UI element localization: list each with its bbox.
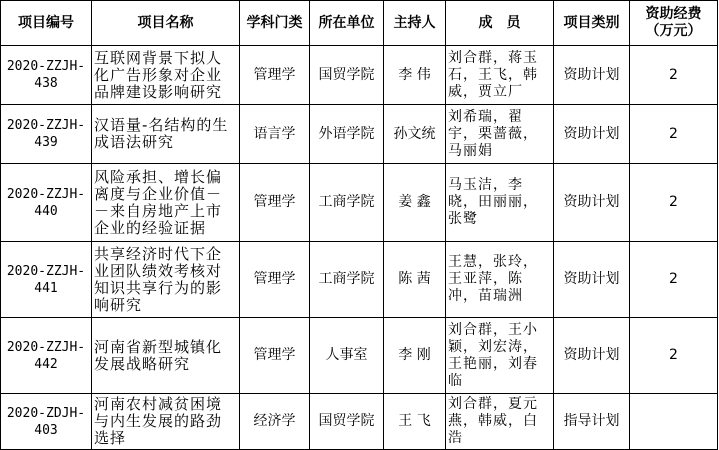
header-leader: 主持人	[384, 1, 446, 46]
project-code: 2020-ZZJH-441	[1, 242, 92, 318]
project-name: 互联网背景下拟人化广告形象对企业品牌建设影响研究	[92, 46, 240, 105]
table-row	[1, 242, 718, 318]
project-category: 语言学	[240, 105, 310, 164]
project-leader: 李 伟	[384, 46, 446, 105]
table-row	[1, 105, 718, 164]
project-members: 刘合群，王小颖，刘宏涛，王艳丽，刘春临	[446, 318, 554, 394]
project-members: 王慧，张玲，王亚萍，陈冲，苗瑞洲	[446, 242, 554, 318]
header-category: 学科门类	[240, 1, 310, 46]
project-members: 刘合群，夏元燕，韩威，白浩	[446, 394, 554, 450]
project-type: 资助计划	[554, 46, 630, 105]
header-code: 项目编号	[1, 1, 92, 46]
project-unit: 工商学院	[310, 164, 384, 242]
project-leader: 姜 鑫	[384, 164, 446, 242]
project-funding	[630, 394, 718, 450]
project-name: 汉语量-名结构的生成语法研究	[92, 105, 240, 164]
table-row	[1, 318, 718, 394]
project-code: 2020-ZZJH-438	[1, 46, 92, 105]
project-type: 资助计划	[554, 318, 630, 394]
project-unit: 工商学院	[310, 242, 384, 318]
project-leader: 王 飞	[384, 394, 446, 450]
project-members: 马玉洁，李晓，田丽丽，张鹭	[446, 164, 554, 242]
table-row	[1, 164, 718, 242]
header-unit: 所在单位	[310, 1, 384, 46]
project-funding: 2	[630, 318, 718, 394]
project-category: 经济学	[240, 394, 310, 450]
project-members: 刘希瑞，翟宇，栗蔷薇，马丽娟	[446, 105, 554, 164]
project-unit: 外语学院	[310, 105, 384, 164]
project-funding: 2	[630, 105, 718, 164]
project-members: 刘合群，蒋玉石，王飞，韩威，贾立厂	[446, 46, 554, 105]
project-name: 风险承担、增长偏离度与企业价值－－来自房地产上市企业的经验证据	[92, 164, 240, 242]
header-type: 项目类别	[554, 1, 630, 46]
project-unit: 国贸学院	[310, 394, 384, 450]
project-code: 2020-ZZJH-440	[1, 164, 92, 242]
project-category: 管理学	[240, 46, 310, 105]
project-leader: 陈 茜	[384, 242, 446, 318]
project-type: 指导计划	[554, 394, 630, 450]
project-code: 2020-ZZJH-442	[1, 318, 92, 394]
table-row	[1, 46, 718, 105]
project-funding: 2	[630, 164, 718, 242]
project-type: 资助计划	[554, 164, 630, 242]
table-row	[1, 394, 718, 450]
project-category: 管理学	[240, 318, 310, 394]
project-category: 管理学	[240, 164, 310, 242]
project-unit: 国贸学院	[310, 46, 384, 105]
project-funding: 2	[630, 46, 718, 105]
project-leader: 孙文统	[384, 105, 446, 164]
project-name: 河南农村减贫困境与内生发展的路劲选择	[92, 394, 240, 450]
header-funding: 资助经费（万元）	[630, 1, 718, 46]
project-code: 2020-ZDJH-403	[1, 394, 92, 450]
project-funding: 2	[630, 242, 718, 318]
project-name: 共享经济时代下企业团队绩效考核对知识共享行为的影响研究	[92, 242, 240, 318]
project-type: 资助计划	[554, 242, 630, 318]
header-row	[1, 1, 718, 46]
project-leader: 李 刚	[384, 318, 446, 394]
project-type: 资助计划	[554, 105, 630, 164]
project-name: 河南省新型城镇化发展战略研究	[92, 318, 240, 394]
header-members: 成 员	[446, 1, 554, 46]
project-category: 管理学	[240, 242, 310, 318]
header-name: 项目名称	[92, 1, 240, 46]
project-unit: 人事室	[310, 318, 384, 394]
project-code: 2020-ZZJH-439	[1, 105, 92, 164]
